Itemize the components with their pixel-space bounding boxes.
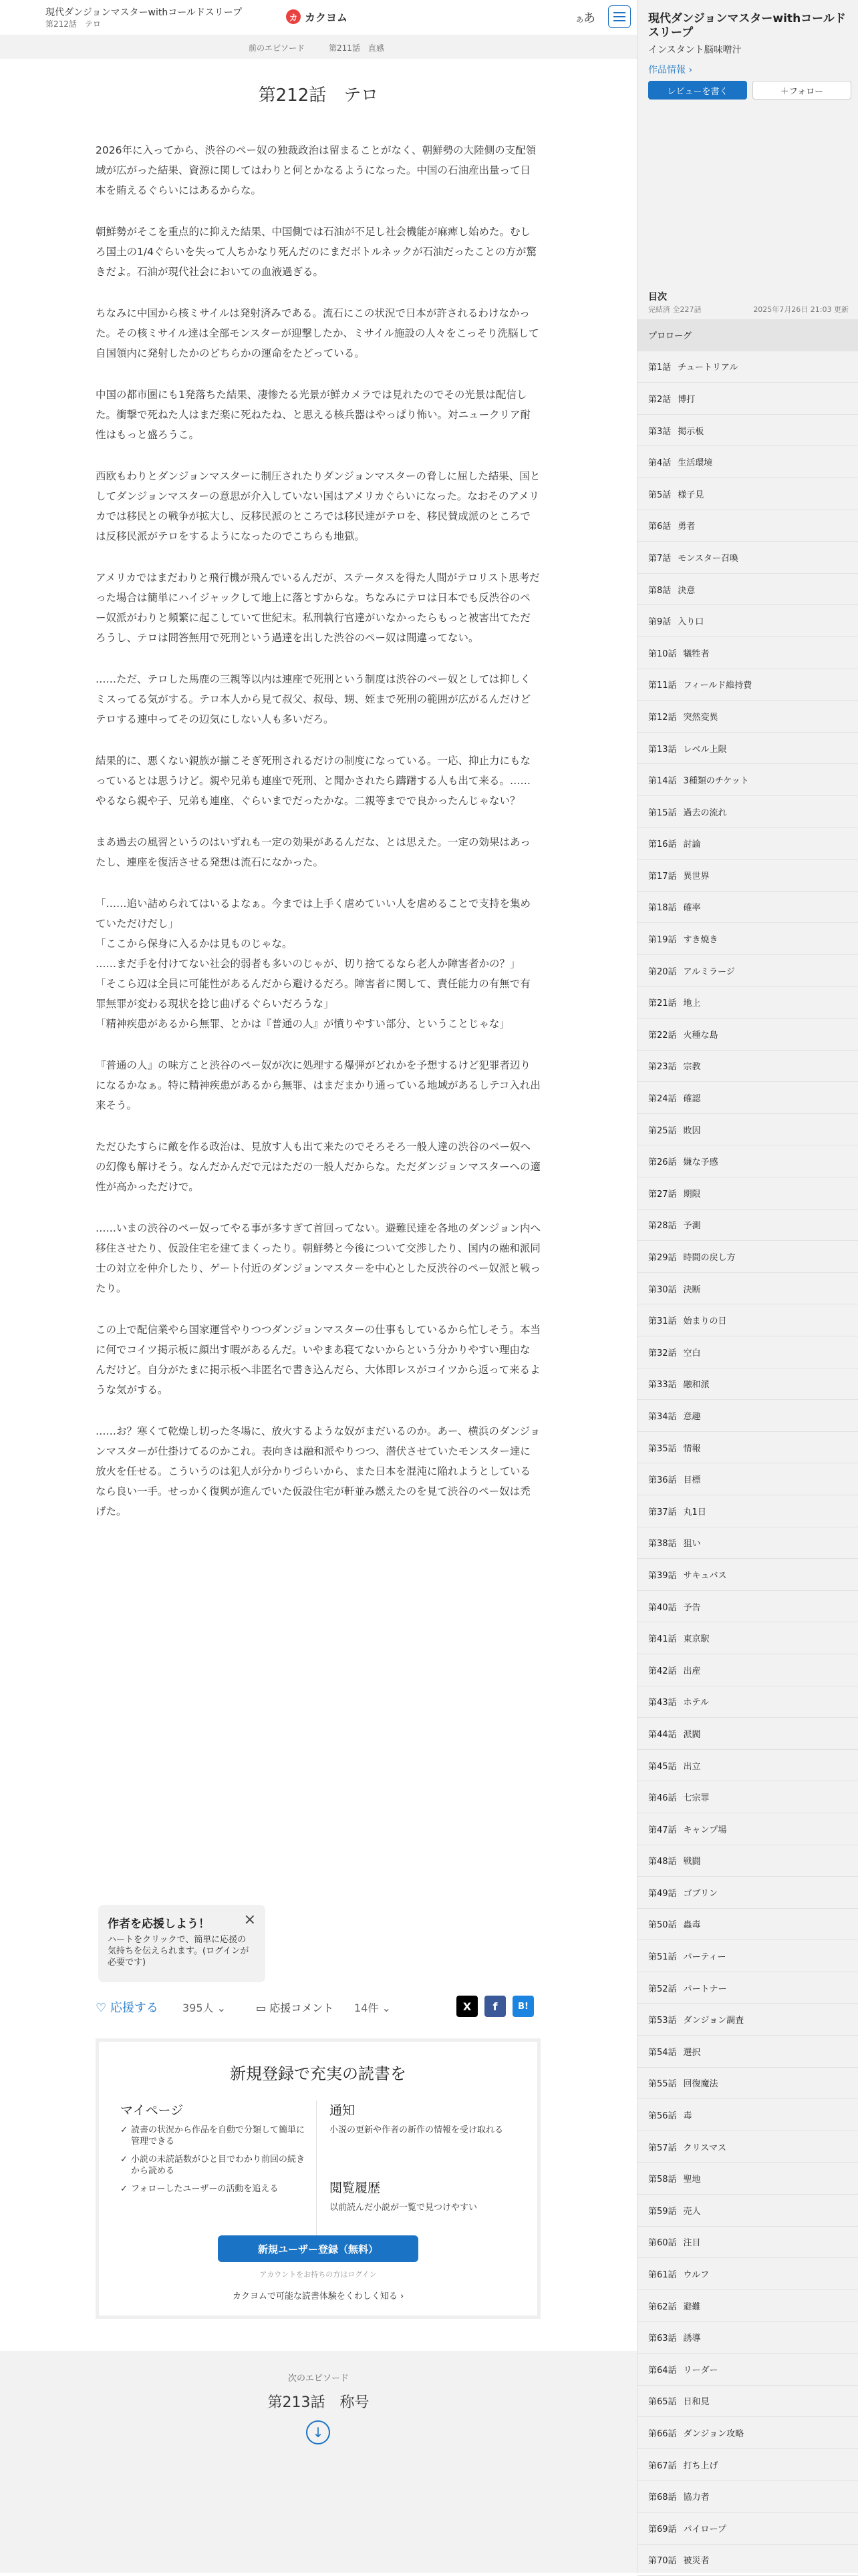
toc-item-number: 第52話 [648,1984,677,1994]
toc-item-title: 討論 [683,840,701,850]
comment-icon: ▭ [256,2002,267,2014]
toc-status: 完結済 全227話 [648,305,702,314]
toc-item-number: 第59話 [648,2206,677,2217]
toc-item-title: 掲示板 [678,426,704,437]
toc-item[interactable] [637,2099,858,2131]
toc-item-title: 打ち上げ [683,2460,718,2471]
toc-item[interactable] [637,2417,858,2449]
toc-item-number: 第55話 [648,2079,677,2090]
prev-episode-title[interactable]: 第211話 直感 [329,43,384,53]
share-x-button[interactable]: X [456,1996,478,2017]
toc-item-number: 第31話 [648,1316,677,1327]
toc-item[interactable] [637,319,858,351]
toc-item-title: 避難 [683,2302,701,2312]
prev-episode-label[interactable]: 前のエピソード [249,43,305,53]
mypage-title: マイページ [120,2103,184,2118]
toc-item[interactable] [637,1622,858,1654]
toc-item-number: 第21話 [648,998,677,1009]
toc-item-number: 第25話 [648,1125,677,1136]
toc-item-title: 東京駅 [683,1634,710,1645]
toc-item[interactable] [637,2131,858,2163]
toc-item[interactable] [637,2322,858,2354]
toc-item[interactable] [637,1654,858,1686]
toc-item-title: 融和派 [683,1380,710,1391]
toc-item-title: 勇者 [678,522,696,532]
toc-item-title: 出立 [683,1761,701,1772]
toc-item[interactable] [637,605,858,637]
toc-item-title: 丸1日 [683,1507,706,1517]
episode-title: 第212話 テロ [258,85,379,106]
site-header [0,0,637,35]
body-paragraph: 『普通の人』の味方こと渋谷のペー奴が次に処理する爆弾がどれかを予想するけど犯罪者辺りになるかなぁ。特に精神疾患があるから無罪、はまだまかり通っている地域があるしテコ入れ出来そう。 [96,1059,541,1111]
toc-item-title: 確認 [683,1094,701,1105]
toc-item-number: 第28話 [648,1221,677,1232]
comment-count[interactable]: 14件 ⌄ [354,2002,391,2014]
toc-item-number: 第58話 [648,2175,677,2185]
toc-item[interactable] [637,1368,858,1401]
toc-item[interactable] [637,1781,858,1813]
toc-item[interactable] [637,2227,858,2259]
toc-item-number: 第54話 [648,2047,677,2058]
toc-item-title: 入り口 [678,617,704,628]
toc-item[interactable] [637,1273,858,1305]
toc-item-number: 第18話 [648,903,677,914]
toc-item-number: 第63話 [648,2334,677,2344]
toc-item-number: 第5話 [648,490,672,500]
toc-item[interactable] [637,923,858,955]
toc-item-number: 第36話 [648,1475,677,1486]
toc-item[interactable] [637,1972,858,2004]
toc-meta [648,304,849,315]
toc-item[interactable] [637,1940,858,1972]
body-paragraph: 2026年に入ってから、渋谷のペー奴の独裁政治は留まることがなく、朝鮮勢の大陸側の支配領域が広がった結果、資源に関してはわりと何とかなるようになった。中国の石油産出量って日本を賄えるぐらいにはあるからな。 [96,144,537,196]
cheer-tooltip [98,1905,265,1982]
toc-sidebar [637,0,858,2573]
toc-item-title: 生活環境 [678,458,713,469]
toc-item-title: 意趣 [683,1411,701,1422]
toc-item-title: 様子見 [678,490,704,500]
toc-item[interactable] [637,415,858,447]
toc-item[interactable] [637,1909,858,1941]
chevron-down-icon: ⌄ [382,2002,391,2014]
toc-item-title: 聖地 [683,2175,701,2185]
toc-item-number: 第61話 [648,2270,677,2281]
toc-item[interactable] [637,1304,858,1336]
toc-item-number: 第66話 [648,2428,677,2439]
work-info-link[interactable]: 作品情報 › [648,65,693,75]
cheer-button[interactable] [96,1998,158,2016]
toc-item-title: 決意 [678,585,696,596]
toc-item-title: 派閥 [683,1729,701,1740]
mypage-list [120,2125,307,2201]
toc-item-number: 第24話 [648,1094,677,1105]
toc-item[interactable] [637,2068,858,2100]
chevron-down-icon: ⌄ [217,2002,227,2014]
toc-item-number: 第40話 [648,1602,677,1613]
toc-item[interactable] [637,2195,858,2227]
list-item: ✓ 読書の状況から作品を自動で分類して簡単に管理できる [120,2125,307,2147]
cheer-count[interactable]: 395人 ⌄ [182,2002,227,2014]
toc-updated: 2025年7月26日 21:03 更新 [753,305,849,314]
toc-item[interactable] [637,1686,858,1718]
toc-item-number: 第41話 [648,1634,677,1645]
body-paragraph: 朝鮮勢がそこを重点的に抑えた結果、中国側では石油が不足し社会機能が麻痺し始めた。むしろ国土の1/4ぐらいを失って人ちかなり死んだのにまだボトルネックが石油だったことの方が驚きだよ。石油が現代社会においての血液過ぎる。 [96,226,537,278]
write-review-button[interactable]: レビューを書く [648,81,747,100]
toc-item-number: 第33話 [648,1380,677,1391]
toc-item-title: ゴブリン [683,1888,718,1899]
episode-actions [96,1996,541,2017]
toc-item[interactable] [637,1177,858,1210]
toc-item-title: 始まりの日 [683,1316,727,1327]
toc-item[interactable] [637,860,858,892]
history-text: 以前読んだ小説が一覧で見つけやすい [329,2203,478,2213]
toc-item-title: 蟲毒 [683,1920,701,1931]
toc-item[interactable] [637,1463,858,1495]
toc-item-title: 博打 [678,394,696,405]
toc-item-number: 第48話 [648,1857,677,1867]
toc-item-title: 情報 [683,1443,701,1454]
toc-item[interactable] [637,764,858,796]
toc-item-number: 第37話 [648,1507,677,1517]
toc-item-number: 第20話 [648,966,677,977]
toc-item-number: 第67話 [648,2460,677,2471]
toc-item-number: 第29話 [648,1253,677,1264]
comment-button[interactable] [256,2000,333,2015]
toc-item-number: 第69話 [648,2524,677,2535]
body-paragraph: 「……追い詰められてはいるよなぁ。今までは上手く虐めていい人を虐めることで支持を集めていただけだし」 「ここから保身に入るかは見ものじゃな。 ……まだ手を付けてない社会的弱者も多いのじゃが、切り捨てるなら老人か障害者かの？」 「そこら辺は全員に可能性があるんだから避けるだろ。障害者に関して、責任能力の有無で有罪無罪が変わる現状を捻じ曲げるぐらいだろうな」 「精神疾患があるから無罪、とかは『普通の人』が憤りやすい部分、ということじゃな」 [96,898,531,1030]
toc-item-title: フィールド維持費 [683,681,752,691]
toc-item-number: 第35話 [648,1443,677,1454]
toc-item[interactable] [637,2513,858,2545]
toc-item-number: 第10話 [648,649,677,659]
toc-item-title: アルミラージ [683,966,735,977]
toc-item-number: 第56話 [648,2111,677,2122]
episode-nav [0,35,637,59]
heart-icon: ♡ [96,2001,107,2015]
toc-item-number: 第70話 [648,2556,677,2567]
toc-item[interactable] [637,1559,858,1591]
toc-item-number: 第39話 [648,1570,677,1581]
toc-item[interactable] [637,955,858,987]
sidebar-work-title[interactable]: 現代ダンジョンマスターwithコールドスリープ [648,12,846,39]
kakuyomu-logo[interactable] [286,9,347,25]
toc-item-number: 第32話 [648,1348,677,1358]
toc-item[interactable] [637,986,858,1019]
toc-item-title: 戦闘 [683,1857,701,1867]
toc-item[interactable] [637,701,858,733]
toc-item[interactable] [637,2449,858,2481]
menu-line-icon [613,20,625,21]
toc-item-number: 第27話 [648,1189,677,1200]
register-title: 新規登録で充実の読書を [230,2064,406,2083]
toc-item-number: 第15話 [648,807,677,818]
toc-item-number: 第22話 [648,1030,677,1041]
toc-item-number: 第3話 [648,426,672,437]
toc-item-title: 売人 [683,2206,701,2217]
toc-item-title: すき焼き [683,935,718,946]
toc-item-number: 第45話 [648,1761,677,1772]
toc-item-title: 毒 [683,2111,692,2122]
toc-item-title: 日和見 [683,2397,710,2408]
toc-item-number: 第19話 [648,935,677,946]
follow-button[interactable]: ＋フォロー [752,81,851,100]
toc-item[interactable] [637,733,858,765]
toc-item[interactable] [637,2004,858,2036]
column-divider [316,2100,317,2241]
toc-item-title: 嫌な予感 [683,1157,718,1168]
body-paragraph: ……ただ、テロした馬鹿の三親等以内は連座で死刑という制度は渋谷のペー奴としては抑しくミスってる気がする。テロ本人から見て叔父、叔母、甥、姪まで死刑の範囲が広がるんだけどテロする連中ってその辺気にしない人も多いだろ。 [96,673,531,725]
body-paragraph: ……お？寒くて乾燥し切った冬場に、放火するような奴がまだいるのか。あー、横浜のダンジョンマスターが仕掛けてるのかこれ。表向きは融和派やりつつ、潜伏させていたモンスター達に放火を任せる。こういうのは犯人が分かりづらいから、また日本を混沌に陥れようとしているなら良い一手。せっかく復興が進んでいた仮設住宅が軒並み燃えたのを見て渋谷のペー奴は禿げた。 [96,1425,541,1517]
body-paragraph: まあ過去の風習というのはいずれも一定の効果があるんだな、とは思えた。一定の効果はあったし、連座を復活させる発想は流石になかった。 [96,836,531,868]
toc-item-number: 第11話 [648,681,677,691]
toc-item-number: 第4話 [648,458,672,469]
toc-item[interactable] [637,1527,858,1559]
toc-item-title: 目標 [683,1475,701,1486]
toc-item[interactable] [637,669,858,701]
toc-item-number: 第68話 [648,2493,677,2503]
toc-item[interactable] [637,1495,858,1527]
next-episode-title[interactable]: 第213話 称号 [267,2394,370,2411]
toc-item-title: クリスマス [683,2143,727,2153]
toc-item[interactable] [637,796,858,828]
toc-item[interactable] [637,1591,858,1623]
toc-item-number: 第44話 [648,1729,677,1740]
close-icon[interactable]: × [243,1911,256,1928]
list-item: ✓ フォローしたユーザーの活動を追える [120,2183,307,2195]
next-episode-label: 次のエピソード [287,2374,349,2384]
toc-item[interactable] [637,1877,858,1909]
toc-item-title: 過去の流れ [683,807,727,818]
toc-item-number: 第8話 [648,585,672,596]
chevron-right-icon: › [688,65,693,75]
history-title: 閲覧履歴 [329,2181,381,2195]
menu-line-icon [613,12,625,13]
notice-text: 小説の更新や作者の新作の情報を受け取れる [329,2125,504,2135]
toc-item-number: 第42話 [648,1666,677,1676]
toc-item[interactable] [637,1051,858,1083]
toc-item-number: 第64話 [648,2365,677,2376]
body-paragraph: 西欧もわりとダンジョンマスターに制圧されたりダンジョンマスターの脅しに屈した結果、国としてダンジョンマスターの意思が介入していない国はアメリカぐらいになった。なおそのアメリカでは移民との戦争が拡大し、反移民派のところでは移民達がテロを、移民賛成派のところでは反移民派がテロをするようになったのでこちらも地獄。 [96,470,541,542]
toc-item-title: 時間の戻し方 [683,1253,736,1264]
toc-item-number: 第46話 [648,1793,677,1804]
toc-item[interactable] [637,1145,858,1177]
sidebar-author[interactable]: インスタント脳味噌汁 [648,45,742,55]
toc-item[interactable] [637,2354,858,2386]
toc-title: 目次 [648,292,667,303]
toc-item-number: 第23話 [648,1062,677,1073]
body-paragraph: 結果的に、悪くない親族が揃こそぎ死刑されるだけの制度になっている。一応、抑止力にもなっているとは思うけど。親や兄弟も連座で死刑、と聞かされたら躊躇する人も出て来る。……やるなら親や子、兄弟も連座、ぐらいまでだったかな。二親等までで良かったんじゃない？ [96,755,531,807]
toc-item-title: 狙い [683,1539,701,1549]
toc-item-number: 第12話 [648,712,677,723]
toc-item-title: 期限 [683,1189,701,1200]
toc-item-number: 第14話 [648,776,677,787]
logo-text: カクヨム [305,11,348,24]
toc-item[interactable] [637,1082,858,1114]
font-size-toggle[interactable] [576,9,595,26]
toc-item-number: 第7話 [648,553,672,564]
toc-item-number: 第9話 [648,617,672,628]
toc-item-number: 第62話 [648,2302,677,2312]
toc-item-title: 宗教 [683,1062,701,1073]
toc-item-title: ダンジョン攻略 [683,2428,744,2439]
toc-item-title: 犠牲者 [683,649,710,659]
toc-item-number: 第60話 [648,2238,677,2249]
toc-item-title: 予告 [683,1602,701,1613]
toc-item-number: 第43話 [648,1698,677,1708]
toc-item[interactable] [637,1813,858,1845]
toc-item-title: 決断 [683,1284,701,1295]
body-paragraph: ちなみに中国から核ミサイルは発射済みである。流石にこの状況で日本が許されるわけなかった。その核ミサイル達は全部モンスターが迎撃したか、ミサイル施設の人々をこっそり洗脳して自国領内に発射したかのどちらかの運命をたどっている。 [96,307,539,359]
episode-body [96,140,541,1543]
toc-item-title: 火種な島 [683,1030,718,1041]
toc-item[interactable] [637,2163,858,2195]
toc-item-number: 第34話 [648,1411,677,1422]
comment-label: 応援コメント [269,2002,334,2014]
toc-item-number: 第1話 [648,363,672,373]
header-episode-label: 第212話 テロ [45,19,101,29]
font-small-glyph: あ [576,15,583,24]
login-link[interactable]: アカウントをお持ちの方はログイン [259,2270,377,2279]
header-work-title[interactable]: 現代ダンジョンマスターwithコールドスリープ [45,7,243,18]
toc-item[interactable] [637,383,858,415]
cheer-label: 応援する [110,2001,158,2015]
cheer-tooltip-title: 作者を応援しよう！ [108,1917,210,1931]
toc-item-title: チュートリアル [678,363,738,373]
share-hatena-button[interactable]: B! [513,1996,534,2017]
toc-item[interactable] [637,2258,858,2290]
toc-item-title: モンスター召喚 [678,553,738,564]
toc-item-title: 異世界 [683,871,710,882]
menu-line-icon [613,16,625,17]
toc-item-number: 第26話 [648,1157,677,1168]
body-paragraph: 中国の都市圏にも1発落ちた結果、凄惨たる光景が鮮カメラでは見れたのでその光景は配信した。衝撃で死ねた人はまだ楽に死ねたね、と思える核兵器はやっぱり怖い。対ニュークリア耐性はもっと盛ろうこ。 [96,389,531,441]
toc-item[interactable] [637,1114,858,1146]
toc-item-title: 3種類のチケット [683,776,749,787]
toc-item-number: 第57話 [648,2143,677,2153]
toc-item-number: 第6話 [648,522,672,532]
toc-item-title: サキュバス [683,1570,727,1581]
toc-item-number: 第53話 [648,2016,677,2026]
toc-item-number: 第65話 [648,2397,677,2408]
toc-item[interactable] [637,574,858,606]
arrow-down-icon[interactable]: ↓ [306,2420,330,2444]
toc-item[interactable] [637,1750,858,1782]
toc-item-title: パートナー [683,1984,727,1994]
list-item: ✓ 小説の未読話数がひと目でわかり前回の続きから読める [120,2154,307,2177]
toc-item-title: リーダー [683,2365,718,2376]
learn-more-link[interactable]: カクヨムで可能な読書体験をくわしく知る › [232,2291,404,2302]
toc-item-title: 誘導 [683,2334,701,2344]
register-promo [96,2038,541,2319]
toc-item-number: 第49話 [648,1888,677,1899]
toc-item-title: レベル上限 [683,744,727,755]
body-paragraph: アメリカではまだわりと飛行機が飛んでいるんだが、ステータスを得た人間がテロリスト思考だった場合は簡単にハイジャックして地上に落とすからな。ちなみにテロは日本でも反渋谷のペー奴派がわりと頻繁に起こしていて世紀末。私刑執行官達がいなかったらもっと被害出てただろうし、テロは問答無用で死刑という過達を出した渋谷のペー奴は間違ってない。 [96,572,540,644]
toc-item-title: 突然変異 [683,712,718,723]
toc-item-title: 被災者 [683,2556,710,2567]
toc-item-title: 選択 [683,2047,701,2058]
toc-menu-button[interactable] [608,5,631,28]
toc-item-number: 第17話 [648,871,677,882]
notice-title: 通知 [329,2103,355,2118]
toc-item[interactable] [637,1400,858,1432]
toc-item[interactable] [637,1210,858,1242]
toc-item-title: プロローグ [648,331,692,341]
toc-item[interactable] [637,2545,858,2576]
toc-item-title: 七宗罪 [683,1793,710,1804]
toc-item[interactable] [637,446,858,478]
toc-item[interactable] [637,2480,858,2513]
toc-item-title: キャンプ場 [683,1825,727,1835]
toc-item[interactable] [637,1432,858,1464]
toc-item-title: 予測 [683,1221,701,1232]
toc-item-title: 回復魔法 [683,2079,718,2090]
toc-item[interactable] [637,2386,858,2418]
toc-item[interactable] [637,478,858,510]
toc-item-number: 第50話 [648,1920,677,1931]
next-episode-section [0,2351,637,2573]
toc-item[interactable] [637,892,858,924]
toc-item-title: パイロープ [683,2524,726,2535]
toc-item-title: 地上 [683,998,701,1009]
logo-mark-icon: カ [286,9,301,24]
toc-item-number: 第2話 [648,394,672,405]
font-large-glyph: あ [583,11,595,25]
toc-item-title: ダンジョン調査 [683,2016,744,2026]
toc-item-title: パーティー [683,1952,726,1963]
toc-item-number: 第38話 [648,1539,677,1549]
toc-item[interactable] [637,2290,858,2322]
toc-item-title: 注目 [683,2238,701,2249]
toc-item-title: 協力者 [683,2493,710,2503]
toc-item-title: ウルフ [683,2270,710,2281]
toc-item-number: 第51話 [648,1952,677,1963]
toc-item[interactable] [637,1019,858,1051]
toc-item-number: 第16話 [648,840,677,850]
toc-item[interactable] [637,1241,858,1273]
toc-item-title: 敗因 [683,1125,701,1136]
body-paragraph: ……いまの渋谷のペー奴ってやる事が多すぎて首回ってない。避難民達を各地のダンジョン内へ移住させたり、仮設住宅を建てまくったり。朝鮮勢と今後について交渉したり、国内の融和派同士の対立を仲介したり、ゲート付近のダンジョンマスターを中心とした反渋谷のペー奴派と戦ったり。 [96,1222,541,1294]
body-paragraph: ただひたすらに敵を作る政治は、見放す人も出て来たのでそろそろ一般人達の渋谷のペー奴への幻像も解けそう。なんだかんだで元はただの一般人だからな。ただダンジョンマスターへの適性が高かっただけで。 [96,1141,541,1193]
toc-item-title: ホテル [683,1698,709,1708]
toc-item[interactable] [637,1336,858,1368]
toc-item-number: 第13話 [648,744,677,755]
toc-item-title: 確率 [683,903,701,914]
toc-item-number: 第30話 [648,1284,677,1295]
toc-item[interactable] [637,1845,858,1877]
toc-item-title: 空白 [683,1348,701,1358]
toc-list [637,319,858,2576]
toc-item[interactable] [637,2036,858,2068]
toc-item[interactable] [637,1718,858,1750]
toc-item[interactable] [637,637,858,669]
toc-item-number: 第47話 [648,1825,677,1835]
register-button[interactable]: 新規ユーザー登録（無料） [218,2235,418,2262]
toc-item[interactable] [637,351,858,383]
cheer-tooltip-text: ハートをクリックで、簡単に応援の気持ちを伝えられます。(ログインが必要です) [108,1935,249,1968]
toc-item[interactable] [637,542,858,574]
toc-item-title: 出産 [683,1666,701,1676]
share-facebook-button[interactable]: f [484,1996,506,2017]
toc-item[interactable] [637,828,858,860]
chevron-right-icon: › [400,2291,404,2302]
toc-item[interactable] [637,510,858,542]
body-paragraph: この上で配信業やら国家運営やりつつダンジョンマスターの仕事もしているから忙しそう。本当に何でコイツ掲示板に顔出す暇があるんだ。いやまあ寝てないからという分かりやすい理由なんだけど。自分がたまに掲示板へ非匿名で書き込んだら、大体即レスがコイツから返って来るような気がする。 [96,1324,541,1396]
